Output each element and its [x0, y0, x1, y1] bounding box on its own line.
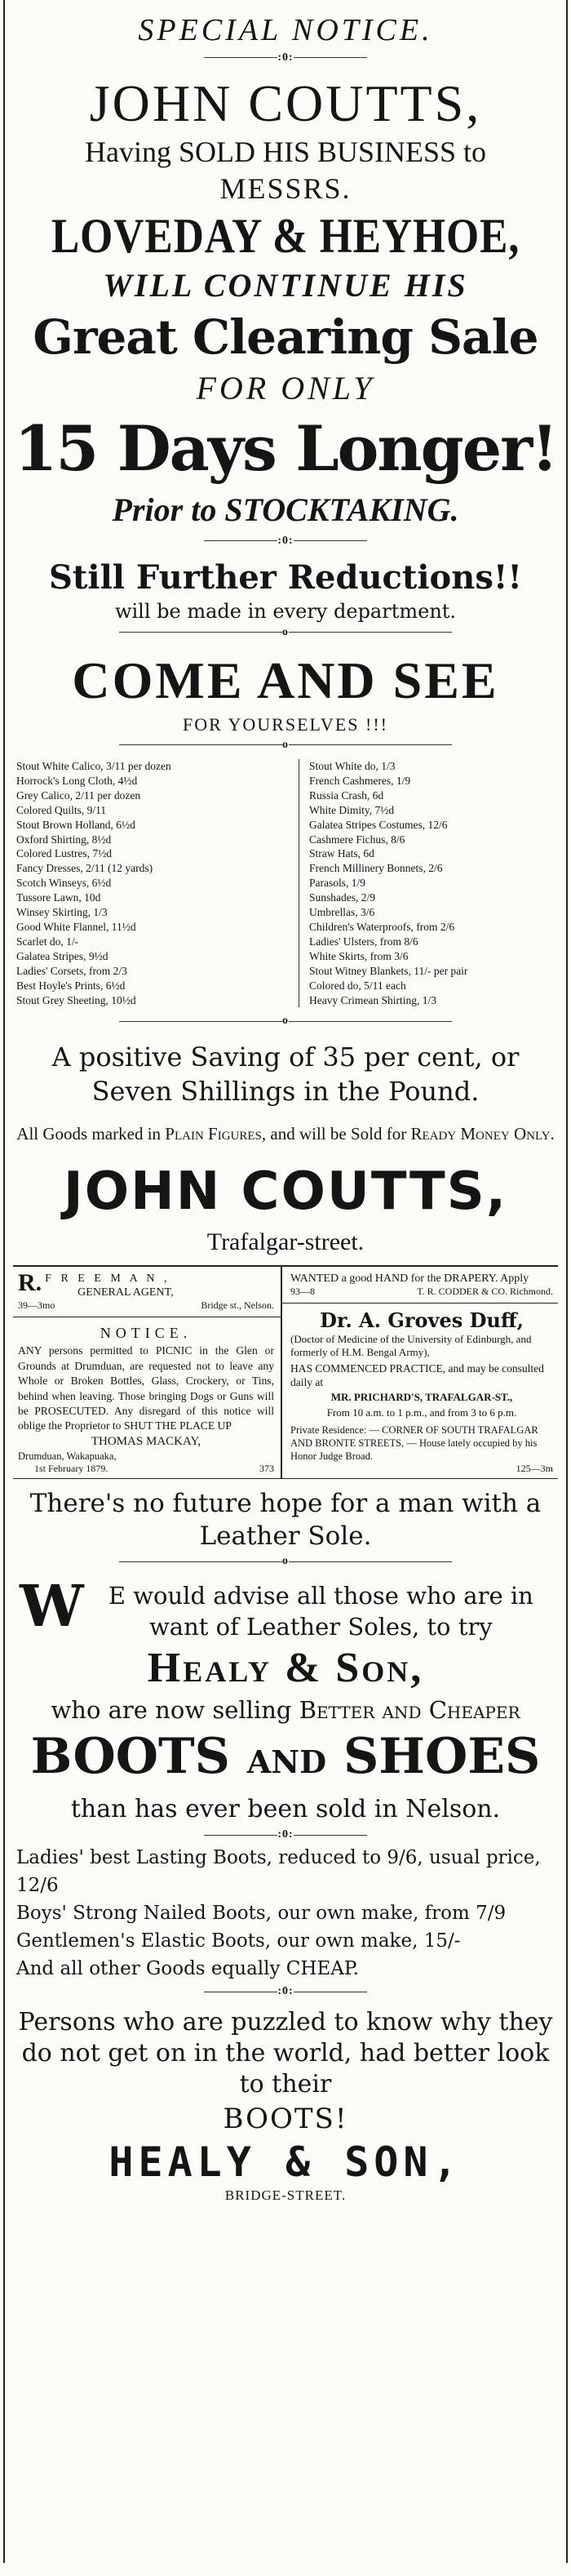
price-item: Horrock's Long Cloth, 4½d — [16, 774, 138, 787]
price-item: Galatea Stripes Costumes, 12/6 — [309, 818, 448, 831]
newspaper-page — [3, 0, 568, 2563]
price-item: Straw Hats, 6d — [309, 847, 374, 860]
picnic-notice: NOTICE. ANY persons permitted to PICNIC in the Glen or Grounds at Drumduan, are requested not to leave any Whole or Broken Bottles, Glass, Crockery, or Tins, behind when leaving. Those bringing Dogs or Guns will be PROSECUTED. Any disregard of this notice will oblige the Proprietor to SHUT THE PLACE UP THOMAS MACKAY, Drumduan, Wakapuaka, 1st February 1879. 373 — [18, 1322, 274, 1474]
price-item: Umbrellas, 3/6 — [309, 906, 375, 919]
buyers-name: LOVEDAY & HEYHOE, — [51, 209, 520, 263]
price-item: French Millinery Bonnets, 2/6 — [309, 862, 443, 875]
price-item: Stout White do, 1/3 — [309, 760, 396, 772]
price-item: Russia Crash, 6d — [309, 788, 384, 802]
saving-line: A positive Saving of 35 per cent, or Seven Shillings in the Pound. — [51, 1042, 520, 1108]
ads-right-column — [282, 1267, 558, 1478]
price-item: Stout White Calico, 3/11 per dozen — [16, 760, 171, 772]
price-item: Stout Brown Holland, 6½d — [16, 818, 135, 831]
we-would-advise: W E would advise all those who are in want of Leather Soles, to try — [20, 1572, 533, 1641]
now-selling-line: who are now selling Better and Cheaper — [51, 1696, 520, 1725]
divider: :0: — [13, 1826, 558, 1844]
divider: o — [13, 624, 558, 642]
price-item: Winsey Skirting, 1/3 — [16, 906, 108, 919]
days-longer-heading: 15 Days Longer! — [14, 412, 557, 485]
notice-title: NOTICE. — [100, 1325, 193, 1342]
no-hope-line: There's no future hope for a man with a Leather Sole. — [29, 1489, 542, 1552]
wanted-ad: WANTED a good HAND for the DRAPERY. Apply 93—8 T. R. CODDER & CO. Richmond. — [290, 1272, 553, 1298]
notice-body: ANY persons permitted to PICNIC in the Glen or Grounds at Drumduan, are requested not to leave any Whole or Broken Bottles, Glass, Crockery, or Tins, behind when leaving. Those bringing Dogs or Guns will be PROSECUTED. Any disregard of this notice will oblige the Proprietor to SHUT THE PLACE UP — [18, 1344, 274, 1432]
boots-and-shoes-heading: BOOTS AND SHOES — [30, 1728, 541, 1786]
for-only-line: FOR ONLY — [196, 370, 375, 406]
divider: o — [13, 1552, 558, 1570]
price-item: Stout Witney Blankets, 11/- per pair — [309, 964, 468, 977]
notice-signature: THOMAS MACKAY, — [91, 1434, 201, 1448]
clearing-sale-heading: Great Clearing Sale — [33, 309, 538, 365]
price-line: And all other Goods equally CHEAP. — [16, 1958, 359, 1980]
price-item: Heavy Crimean Shirting, 1/3 — [309, 993, 436, 1006]
price-item: Best Hoyle's Prints, 6½d — [16, 979, 126, 992]
freeman-ad: R. F R E E M A N , GENERAL AGENT, 39—3mo Bridge st., Nelson. — [18, 1269, 274, 1312]
price-list — [13, 754, 558, 1012]
divider: :0: — [13, 49, 558, 67]
price-item: Galatea Stripes, 9½d — [16, 949, 108, 962]
merchant-name: JOHN COUTTS, — [89, 74, 482, 132]
price-item: White Dimity, 7½d — [309, 803, 395, 816]
price-line: Gentlemen's Elastic Boots, our own make, 15/- — [16, 1930, 461, 1952]
ads-left-column — [13, 1267, 282, 1478]
price-item: Parasols, 1/9 — [309, 877, 365, 890]
price-line: Ladies' best Lasting Boots, reduced to 9/6, usual price, 12/6 — [16, 1847, 541, 1897]
price-list-right — [299, 759, 467, 1007]
divider: o — [13, 1012, 558, 1030]
price-item: Stout Grey Sheeting, 10½d — [16, 993, 136, 1006]
special-notice-heading: SPECIAL NOTICE. — [138, 13, 433, 47]
price-item: Ladies' Corsets, from 2/3 — [16, 964, 127, 977]
than-ever-line: than has ever been sold in Nelson. — [70, 1795, 501, 1824]
messrs-line: MESSRS. — [219, 172, 352, 205]
coutts-advert — [13, 0, 558, 1259]
boots-exclamation: BOOTS! — [223, 2103, 348, 2136]
price-list-left — [16, 759, 299, 1007]
reductions-subline: will be made in every department. — [114, 600, 457, 623]
price-item: Children's Waterproofs, from 2/6 — [309, 920, 455, 933]
prior-stocktaking-line: Prior to STOCKTAKING. — [112, 491, 459, 528]
divider: :0: — [13, 532, 558, 550]
price-item: Colored do, 5/11 each — [309, 979, 406, 992]
price-item: White Skirts, from 3/6 — [309, 949, 409, 962]
come-and-see-heading: COME AND SEE — [72, 651, 499, 709]
price-item: Scarlet do, 1/- — [16, 935, 79, 948]
price-item: Oxford Shirting, 8½d — [16, 833, 112, 846]
reductions-heading: Still Further Reductions!! — [49, 558, 522, 597]
healy-advert — [13, 1487, 558, 2205]
price-item: Ladies' Ulsters, from 8/6 — [309, 935, 418, 948]
price-item: French Cashmeres, 1/9 — [309, 774, 411, 787]
boot-prices — [13, 1844, 558, 1983]
price-item: Grey Calico, 2/11 per dozen — [16, 788, 141, 802]
price-item: Scotch Winseys, 6½d — [16, 877, 112, 890]
classified-ads — [13, 1265, 558, 1479]
healy-name: Healy & Son, — [147, 1645, 424, 1692]
price-line: Boys' Strong Nailed Boots, our own make, from 7/9 — [16, 1903, 507, 1925]
price-item: Sunshades, 2/9 — [309, 891, 375, 904]
notice-place: Drumduan, Wakapuaka, — [18, 1450, 117, 1462]
price-item: Good White Flannel, 11½d — [16, 920, 136, 933]
divider: o — [13, 736, 558, 754]
price-item: Colored Lustres, 7½d — [16, 847, 112, 860]
healy-street: BRIDGE-STREET. — [224, 2187, 347, 2204]
having-sold-line: Having SOLD HIS BUSINESS to — [84, 135, 487, 168]
price-item: Colored Quilts, 9/11 — [16, 803, 107, 816]
price-item: Fancy Dresses, 2/11 (12 yards) — [16, 862, 153, 875]
merchant-name-footer: JOHN COUTTS, — [63, 1161, 508, 1223]
merchant-street: Trafalgar-street. — [206, 1228, 365, 1256]
for-yourselves-line: FOR YOURSELVES !!! — [183, 714, 388, 735]
divider: :0: — [13, 1983, 558, 2001]
doctor-name: Dr. A. Groves Duff, — [320, 1308, 524, 1333]
will-continue-line: WILL CONTINUE HIS — [103, 267, 468, 304]
doctor-ad: Dr. A. Groves Duff, (Doctor of Medicine of the University of Edinburgh, and formerly of H.M. Bengal Army), HAS COMMENCED PRACTICE, and may be consulted daily at MR. PRICHARD'S, TRAFALGAR-ST., From 10 a.m. to 1 p.m., and from 3 to 6 p.m. Private Residence: — CORNER OF SOUTH TRAFALGAR AND BRONTE STREETS, — House lately occupied by his Honor Judge Broad. 125—3m — [290, 1308, 553, 1475]
price-item: Tussore Lawn, 10d — [16, 891, 101, 904]
price-item: Cashmere Fichus, 8/6 — [309, 833, 405, 846]
puzzled-persons-line: Persons who are puzzled to know why they do not get on in the world, had better look to their — [18, 2008, 553, 2099]
plain-figures-line: All Goods marked in Plain Figures, and will be Sold for Ready Money Only. — [16, 1124, 555, 1144]
healy-name-footer: HEALY & SON, — [108, 2139, 463, 2187]
